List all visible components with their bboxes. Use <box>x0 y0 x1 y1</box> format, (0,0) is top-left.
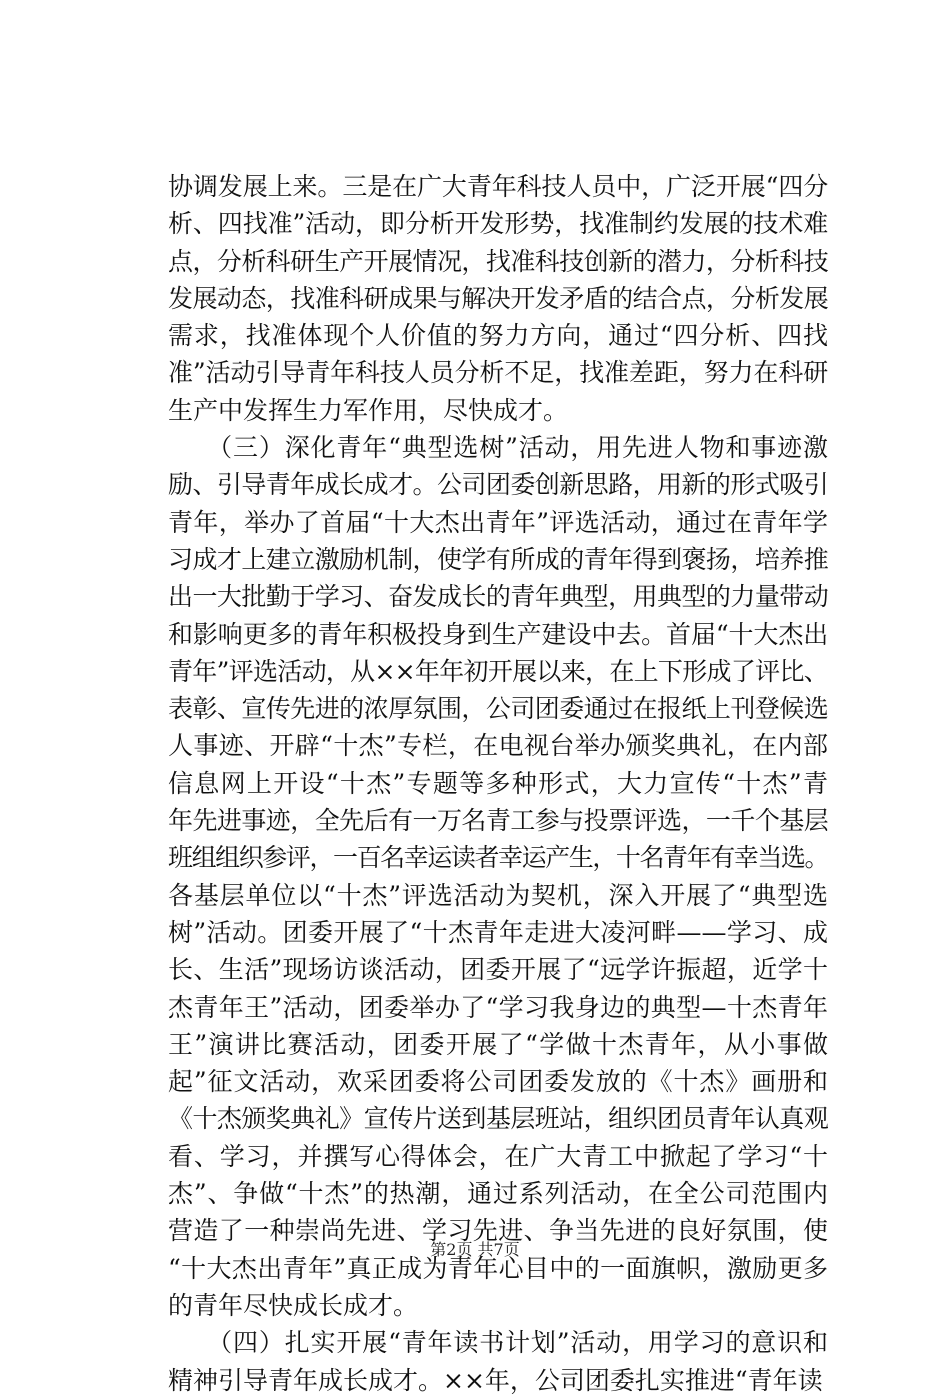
text-line: 析、四找准”活动，即分析开发形势，找准制约发展的技术难 <box>168 209 828 239</box>
text-line: 营造了一种崇尚先进、学习先进、争当先进的良好氛围，使 <box>168 1216 828 1246</box>
text-line: 看、学习，并撰写心得体会，在广大青工中掀起了学习“十 <box>168 1141 828 1171</box>
text-line: 起”征文活动，欢采团委将公司团委发放的《十杰》画册和 <box>168 1067 828 1097</box>
text-line: 准”活动引导青年科技人员分析不足，找准差距，努力在科研 <box>168 358 828 388</box>
text-line: 长、生活”现场访谈活动，团委开展了“远学许振超，近学十 <box>168 955 828 985</box>
text-line: 的青年尽快成长成才。 <box>168 1290 419 1320</box>
text-line: 青年，举办了首届“十大杰出青年”评选活动，通过在青年学 <box>168 507 828 537</box>
text-line: 树”活动。团委开展了“十杰青年走进大凌河畔——学习、成 <box>168 917 828 947</box>
text-line: 各基层单位以“十杰”评选活动为契机，深入开展了“典型选 <box>168 880 828 910</box>
text-line: 《十杰颁奖典礼》宣传片送到基层班站，组织团员青年认真观 <box>168 1104 828 1134</box>
text-line: 青年”评选活动，从××年年初开展以来，在上下形成了评比、 <box>168 656 828 686</box>
text-line: 班组组织参评，一百名幸运读者幸运产生，十名青年有幸当选。 <box>168 843 828 873</box>
text-line: 人事迹、开辟“十杰”专栏，在电视台举办颁奖典礼，在内部 <box>168 731 828 761</box>
text-line: （三）深化青年“典型选树”活动，用先进人物和事迹激 <box>168 433 828 463</box>
text-line: 励、引导青年成长成才。公司团委创新思路，用新的形式吸引 <box>168 470 828 500</box>
text-line: 精神引导青年成长成才。××年，公司团委扎实推进“青年读 <box>168 1365 823 1395</box>
text-line: 习成才上建立激励机制，使学有所成的青年得到褒扬，培养推 <box>168 544 828 574</box>
text-line: 生产中发挥生力军作用，尽快成才。 <box>168 395 569 425</box>
text-line: 年先进事迹，全先后有一万名青工参与投票评选，一千个基层 <box>168 806 828 836</box>
text-line: （四）扎实开展“青年读书计划”活动，用学习的意识和 <box>168 1328 828 1358</box>
text-line: 信息网上开设“十杰”专题等多种形式，大力宣传“十杰”青 <box>168 768 828 798</box>
text-line: 发展动态，找准科研成果与解决开发矛盾的结合点，分析发展 <box>168 283 828 313</box>
text-line: 杰”、争做“十杰”的热潮，通过系列活动，在全公司范围内 <box>168 1179 828 1209</box>
text-line: 表彰、宣传先进的浓厚氛围，公司团委通过在报纸上刊登候选 <box>168 694 828 724</box>
page-number-footer: 第2页 共7页 <box>430 1240 520 1259</box>
body-text <box>168 168 828 1399</box>
text-line: 杰青年王”活动，团委举办了“学习我身边的典型—十杰青年 <box>168 992 828 1022</box>
text-line: 王”演讲比赛活动，团委开展了“学做十杰青年，从小事做 <box>168 1029 828 1059</box>
text-line: “十大杰出青年”真正成为青年心目中的一面旗帜，激励更多 <box>168 1253 828 1283</box>
text-line: 点，分析科研生产开展情况，找准科技创新的潜力，分析科技 <box>168 246 828 276</box>
text-line: 需求，找准体现个人价值的努力方向，通过“四分析、四找 <box>168 321 828 351</box>
text-line: 协调发展上来。三是在广大青年科技人员中，广泛开展“四分 <box>168 172 828 201</box>
text-line: 和影响更多的青年积极投身到生产建设中去。首届“十大杰出 <box>168 619 828 649</box>
text-line: 出一大批勤于学习、奋发成长的青年典型，用典型的力量带动 <box>168 582 828 612</box>
